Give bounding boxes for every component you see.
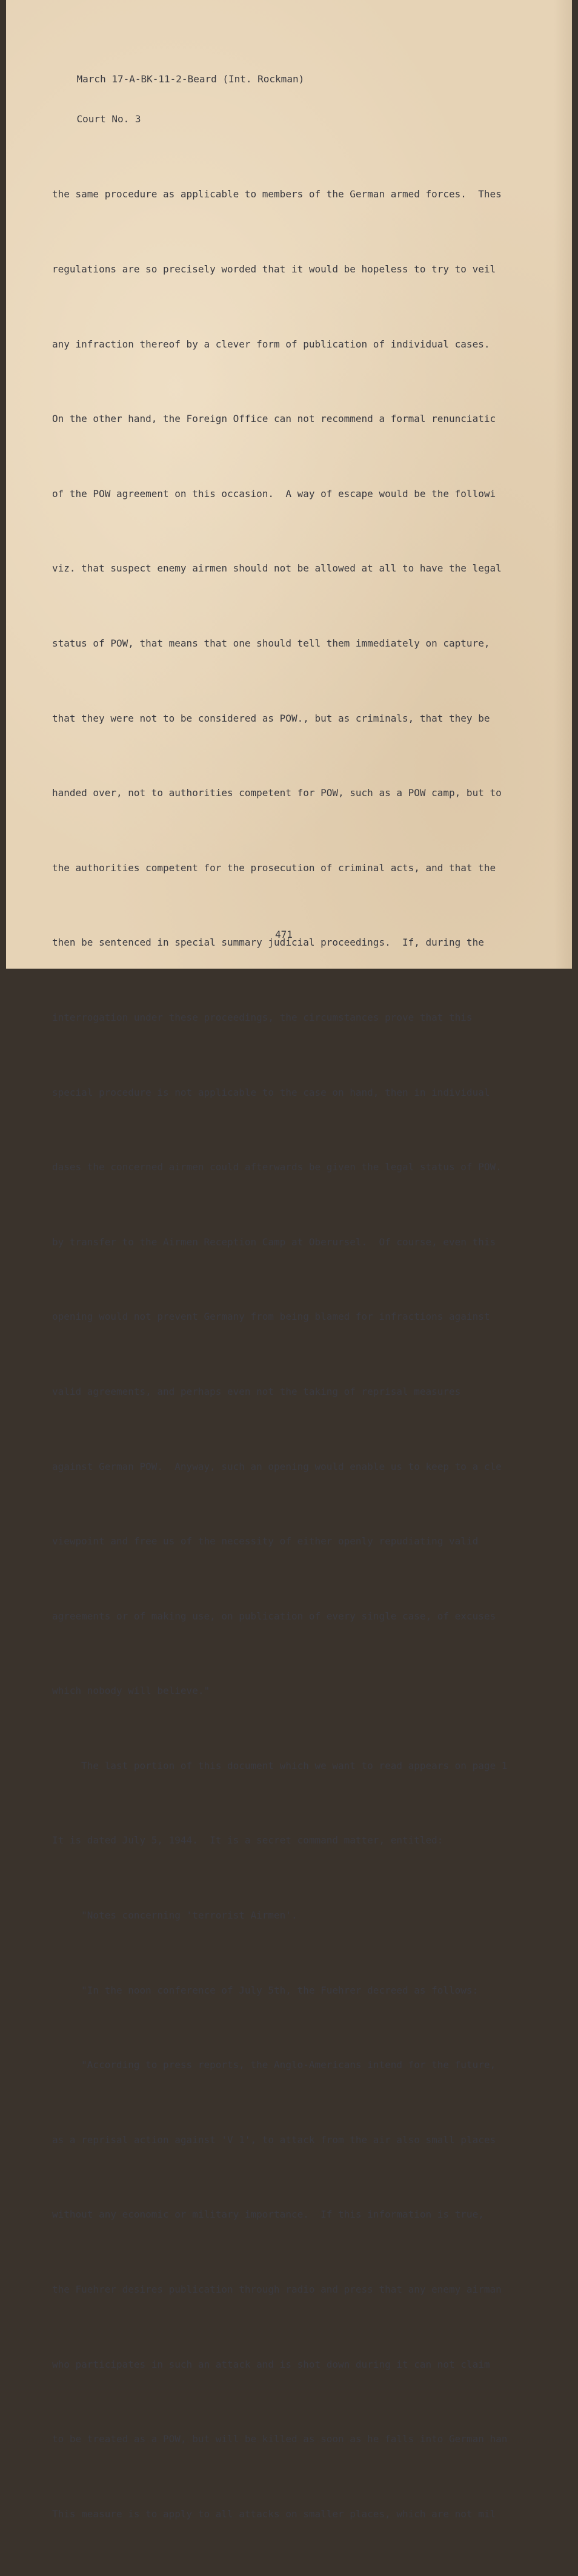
body-line: by transfer to the Airmen Reception Camp at Oberursel. Of course, even this bbox=[52, 1236, 496, 1248]
body-line: dases the concerned airmen could afterwards be given the legal status of POW. bbox=[52, 1161, 502, 1173]
body-line: of the POW agreement on this occasion. A way of escape would be the followi bbox=[52, 487, 496, 499]
body-line: viz. that suspect enemy airmen should not be allowed at all to have the legal bbox=[52, 562, 502, 575]
header-line-1: March 17-A-BK-11-2-Beard (Int. Rockman) bbox=[76, 73, 305, 85]
body-line: handed over, not to authorities competent for POW, such as a POW camp, but to bbox=[52, 787, 502, 799]
body-line: On the other hand, the Foreign Office can not recommend a formal renunciatic bbox=[52, 413, 496, 425]
body-line: special procedure is not applicable to the case on hand, then in individual bbox=[52, 1086, 490, 1098]
body-line: without any economic or military importance. If this information is true, bbox=[52, 2209, 484, 2221]
document-header bbox=[53, 59, 304, 139]
body-line: It is dated July 5, 1944. It is a secret command matter, entitled: bbox=[52, 1834, 443, 1846]
body-line: against German POW. Anyway, such an opening would enable us to keep to a cle bbox=[52, 1460, 502, 1472]
page-number: 471 bbox=[275, 929, 293, 940]
body-line: agreements or of making use, on publication of every single case, of excuses bbox=[52, 1610, 496, 1622]
body-line: "In the noon conference of July 5th, the Fuehrer decreed as follows: bbox=[52, 1984, 479, 1996]
body-line: that they were not to be considered as POW., but as criminals, that they be bbox=[52, 712, 490, 724]
body-line: the Fuehrer desires publication through radio and press that any enemy airman bbox=[52, 2284, 502, 2296]
body-line: to be treated as a POW, but will be killed as soon as he falls into German han bbox=[52, 2433, 508, 2445]
body-line: which nobody will believe." bbox=[52, 1685, 210, 1697]
body-line: the same procedure as applicable to members of the German armed forces. Thes bbox=[52, 188, 502, 200]
body-line: interrogation under these proceedings, the circumstances prove that this bbox=[52, 1011, 473, 1023]
body-line: valid agreements, and perhaps even not the taking of reprisal measures bbox=[52, 1385, 461, 1397]
header-line-2: Court No. 3 bbox=[76, 113, 141, 125]
body-line: "Notes concerning 'terrorist Airmen'. bbox=[52, 1909, 297, 1922]
body-line: viewpoint and free us of the necessity of either openly repudiating valid bbox=[52, 1535, 479, 1547]
body-line: as a reprisal action against 'V 1', to attack from the air also small places bbox=[52, 2133, 496, 2146]
body-line: opening would not prevent Germany from being blamed for infractions against bbox=[52, 1311, 490, 1323]
body-line: any infraction thereof by a clever form of publication of individual cases. bbox=[52, 338, 490, 350]
body-line: the authorities competent for the prosecution of criminal acts, and that the bbox=[52, 861, 496, 874]
document-body bbox=[52, 132, 507, 2576]
body-line: regulations are so precisely worded that it would be hopeless to try to veil bbox=[52, 263, 496, 275]
document-page bbox=[6, 0, 572, 2520]
body-line: who participates in such an attack and is shot down during it can not claim bbox=[52, 2358, 490, 2370]
body-line: This measure is to apply to all attacks on smaller places, which are not mil bbox=[52, 2508, 496, 2520]
body-line: The last portion of this document which we want to read appears on page 1 bbox=[52, 1759, 508, 1771]
body-line: status of POW, that means that one should tell them immediately on capture, bbox=[52, 637, 490, 649]
body-line: then be sentenced in special summary judicial proceedings. If, during the bbox=[52, 937, 484, 949]
body-line: "According to press reports, the Anglo-Americans intend for the future, bbox=[52, 2059, 496, 2071]
